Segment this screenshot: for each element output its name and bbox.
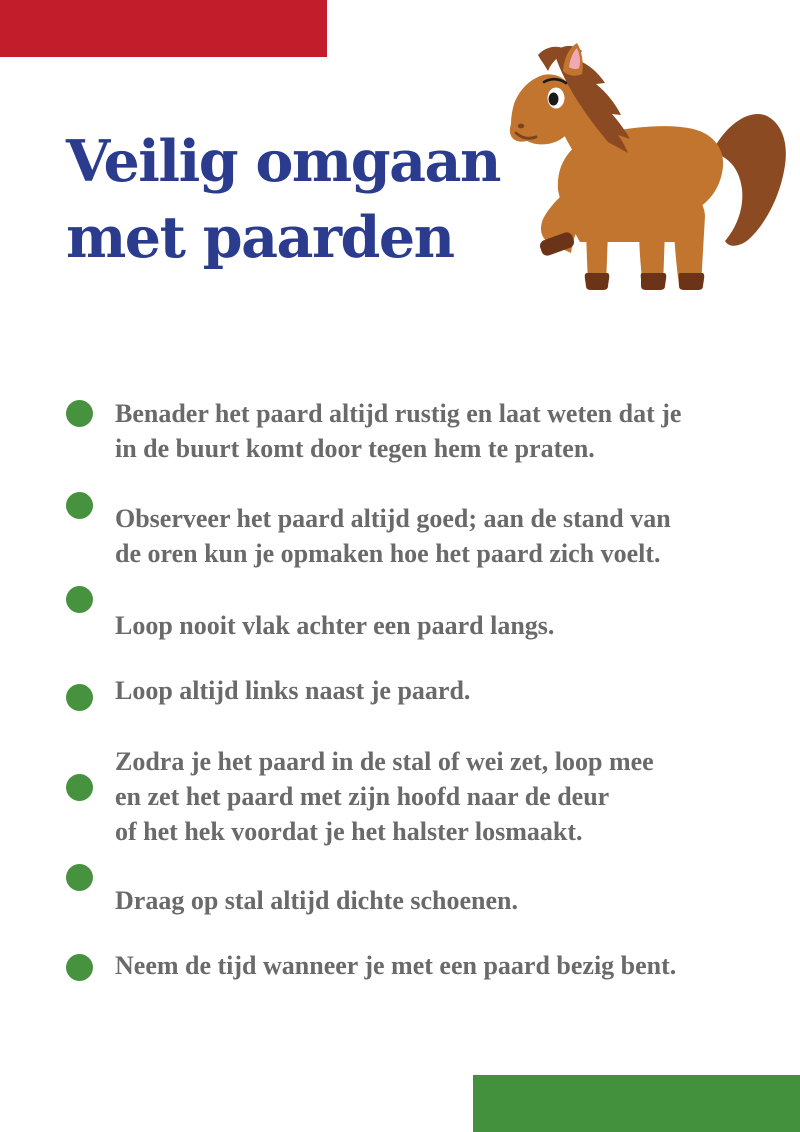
list-item <box>115 608 554 643</box>
list-item-line: of het hek voordat je het halster losmaakt. <box>115 817 583 846</box>
page-title-line2: met paarden <box>66 204 454 271</box>
list-item-line: Loop altijd links naast je paard. <box>115 676 471 705</box>
list-item <box>115 396 681 466</box>
bottom-green-bar <box>473 1075 800 1132</box>
list-item-line: Neem de tijd wanneer je met een paard bezig bent. <box>115 951 677 980</box>
list-item-line: Observeer het paard altijd goed; aan de stand van <box>115 504 671 533</box>
list-item-line: Benader het paard altijd rustig en laat weten dat je <box>115 399 682 428</box>
page-title-line1: Veilig omgaan <box>66 128 500 195</box>
bullet-dot <box>66 864 93 891</box>
list-item <box>115 673 470 708</box>
list-item-line: in de buurt komt door tegen hem te praten. <box>115 434 595 463</box>
bullet-dot <box>66 954 93 981</box>
bullet-dot <box>66 684 93 711</box>
list-item <box>115 501 671 571</box>
bullet-dot <box>66 586 93 613</box>
bullet-dot <box>66 774 93 801</box>
list-item <box>115 948 676 983</box>
list-item <box>115 883 518 918</box>
list-item-line: de oren kun je opmaken hoe het paard zich voelt. <box>115 539 661 568</box>
list-item-line: Zodra je het paard in de stal of wei zet, loop mee <box>115 747 654 776</box>
list-item-line: Loop nooit vlak achter een paard langs. <box>115 611 555 640</box>
bullet-dot <box>66 400 93 427</box>
list-item-line: en zet het paard met zijn hoofd naar de deur <box>115 782 610 811</box>
list-item <box>115 744 654 849</box>
list-item-line: Draag op stal altijd dichte schoenen. <box>115 886 518 915</box>
bullet-dot <box>66 492 93 519</box>
